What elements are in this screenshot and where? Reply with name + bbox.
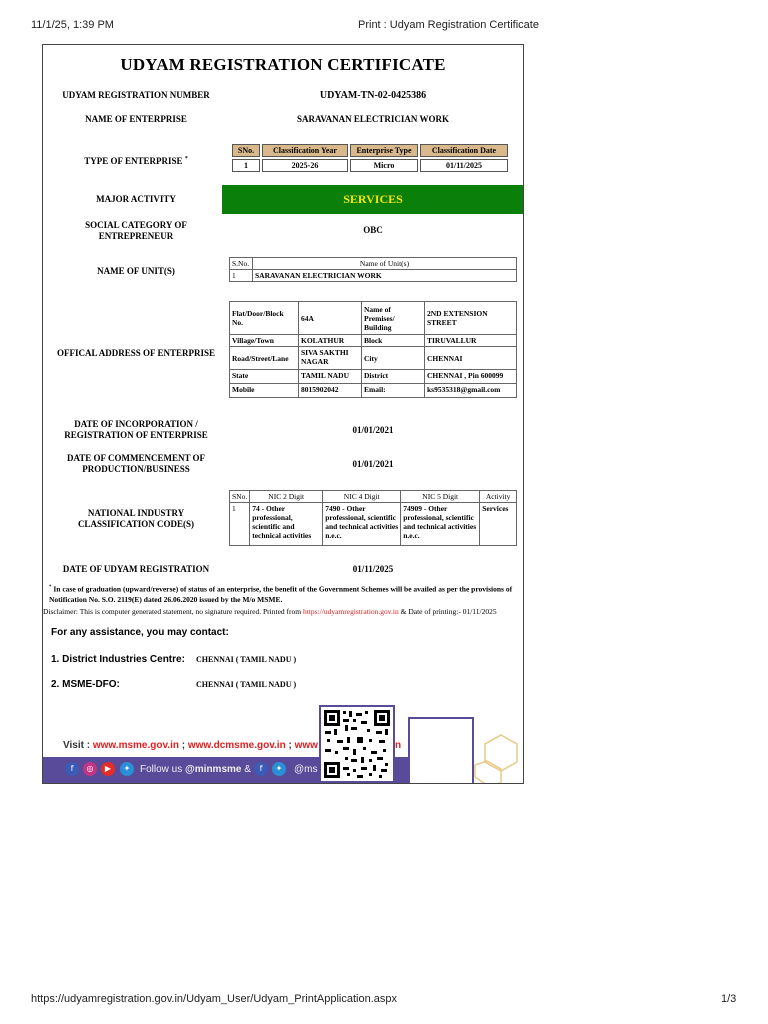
addr-state: TAMIL NADU — [299, 370, 362, 384]
third-link-tail: n — [395, 740, 402, 751]
third-link[interactable]: www — [294, 740, 318, 751]
udyam-reg-date-label: DATE OF UDYAM REGISTRATION — [62, 564, 210, 574]
print-title: Print : Udyam Registration Certificate — [358, 19, 539, 31]
major-activity-label: MAJOR ACTIVITY — [96, 194, 176, 204]
type-header-year: Classification Year — [262, 144, 348, 157]
major-activity-banner: SERVICES — [222, 185, 524, 214]
type-table — [230, 142, 510, 174]
units-cell-name: SARAVANAN ELECTRICIAN WORK — [253, 270, 517, 282]
type-label: TYPE OF ENTERPRISE * — [84, 156, 188, 166]
instagram-icon[interactable]: ◎ — [83, 762, 97, 776]
commencement-date: 01/01/2021 — [352, 459, 394, 469]
enterprise-name-label: NAME OF ENTERPRISE — [85, 114, 187, 124]
addr-village-label: Village/Town — [230, 335, 299, 347]
nic-header-4digit: NIC 4 Digit — [323, 491, 401, 503]
addr-premises: 2ND EXTENSION STREET — [425, 302, 517, 335]
certificate — [42, 44, 524, 784]
addr-road: SIVA SAKTHI NAGAR — [299, 347, 362, 370]
addr-email: ks9535318@gmail.com — [425, 384, 517, 398]
print-url: https://udyamregistration.gov.in/Udyam_User/Udyam_PrintApplication.aspx — [31, 993, 398, 1005]
photo-placeholder — [408, 717, 474, 784]
addr-block-label: Block — [362, 335, 425, 347]
type-header-sno: SNo. — [232, 144, 260, 157]
addr-flat: 64A — [299, 302, 362, 335]
follow-us-text: Follow us @minmsme & — [140, 764, 251, 775]
nic-cell-5digit: 74909 - Other professional, scientific and technical activities n.e.c. — [401, 503, 480, 546]
nic-header-2digit: NIC 2 Digit — [250, 491, 323, 503]
addr-road-label: Road/Street/Lane — [230, 347, 299, 370]
nic-header-sno: SNo. — [230, 491, 250, 503]
social-category: OBC — [363, 225, 383, 235]
nic-label: NATIONAL INDUSTRY CLASSIFICATION CODE(S) — [77, 508, 195, 529]
reg-number-label: UDYAM REGISTRATION NUMBER — [62, 90, 210, 100]
units-header-sno: S.No. — [230, 258, 253, 270]
commencement-label: DATE OF COMMENCEMENT OF PRODUCTION/BUSINESS — [66, 453, 206, 474]
dic-value: CHENNAI ( TAMIL NADU ) — [196, 655, 297, 664]
addr-flat-label: Flat/Door/Block No. — [230, 302, 299, 335]
facebook-icon[interactable]: f — [65, 762, 79, 776]
facebook-icon-2[interactable]: f — [254, 762, 268, 776]
incorporation-label: DATE OF INCORPORATION / REGISTRATION OF ENTERPRISE — [64, 419, 208, 440]
addr-block: TIRUVALLUR — [425, 335, 517, 347]
qr-code-graphic — [321, 707, 393, 781]
youtube-icon[interactable]: ▶ — [101, 762, 115, 776]
units-header-name: Name of Unit(s) — [253, 258, 517, 270]
enterprise-name: SARAVANAN ELECTRICIAN WORK — [296, 114, 450, 124]
dic-label: 1. District Industries Centre: — [51, 654, 185, 665]
nic-table — [229, 490, 517, 546]
address-label: OFFICAL ADDRESS OF ENTERPRISE — [57, 348, 215, 358]
type-header-type: Enterprise Type — [350, 144, 418, 157]
disclaimer: Disclaimer: This is computer generated statement, no signature required. Printed from https://udyamregistration.gov.in & Date of printing:- 01/11/2025 — [43, 607, 497, 616]
disclaimer-link[interactable]: https://udyamregistration.gov.in — [303, 607, 399, 616]
msme-dfo-label: 2. MSME-DFO: — [51, 679, 120, 690]
addr-city-label: City — [362, 347, 425, 370]
addr-district: CHENNAI , Pin 600099 — [425, 370, 517, 384]
nic-header-5digit: NIC 5 Digit — [401, 491, 480, 503]
nic-header-activity: Activity — [480, 491, 517, 503]
type-header-date: Classification Date — [420, 144, 508, 157]
addr-state-label: State — [230, 370, 299, 384]
incorporation-date: 01/01/2021 — [352, 425, 394, 435]
print-page-number: 1/3 — [721, 993, 737, 1005]
units-cell-sno: 1 — [230, 270, 253, 282]
assistance-heading: For any assistance, you may contact: — [51, 627, 229, 638]
twitter-icon[interactable]: ✦ — [120, 762, 134, 776]
visit-links: Visit : www.msme.gov.in ; www.dcmsme.gov.in ; www — [63, 740, 318, 751]
twitter-icon-2[interactable]: ✦ — [272, 762, 286, 776]
print-datetime: 11/1/25, 1:39 PM — [31, 19, 114, 31]
addr-email-label: Email: — [362, 384, 425, 398]
addr-district-label: District — [362, 370, 425, 384]
addr-city: CHENNAI — [425, 347, 517, 370]
nic-cell-4digit: 7490 - Other professional, scientific and technical activities n.e.c. — [323, 503, 401, 546]
msme-dfo-value: CHENNAI ( TAMIL NADU ) — [196, 680, 297, 689]
type-cell-year: 2025-26 — [262, 159, 348, 172]
hexagon-decoration-icon — [471, 733, 521, 784]
certificate-title: UDYAM REGISTRATION CERTIFICATE — [120, 55, 446, 74]
follow-handle-2: @ms — [294, 764, 318, 775]
type-cell-type: Micro — [350, 159, 418, 172]
dcmsme-link[interactable]: www.dcmsme.gov.in — [187, 740, 286, 751]
address-table — [229, 301, 517, 398]
addr-mobile-label: Mobile — [230, 384, 299, 398]
nic-cell-2digit: 74 - Other professional, scientific and technical activities — [250, 503, 323, 546]
qr-code — [319, 705, 395, 783]
addr-village: KOLATHUR — [299, 335, 362, 347]
addr-premises-label: Name of Premises/ Building — [362, 302, 425, 335]
nic-cell-activity: Services — [480, 503, 517, 546]
type-cell-sno: 1 — [232, 159, 260, 172]
udyam-reg-date: 01/11/2025 — [352, 564, 394, 574]
reg-number: UDYAM-TN-02-0425386 — [319, 90, 427, 101]
units-label: NAME OF UNIT(S) — [97, 266, 175, 276]
nic-cell-sno: 1 — [230, 503, 250, 546]
msme-link[interactable]: www.msme.gov.in — [92, 740, 179, 751]
graduation-footnote: * In case of graduation (upward/reverse) of status of an enterprise, the benefit of the Government Schemes will be availed as per the provisions of Notification No. S.O. 2119(E) dated 26.06.2020 issued by the M/o MSME. — [49, 584, 513, 604]
units-table — [229, 257, 517, 282]
social-category-label: SOCIAL CATEGORY OF ENTREPRENEUR — [85, 220, 187, 241]
type-cell-date: 01/11/2025 — [420, 159, 508, 172]
addr-mobile: 8015902042 — [299, 384, 362, 398]
